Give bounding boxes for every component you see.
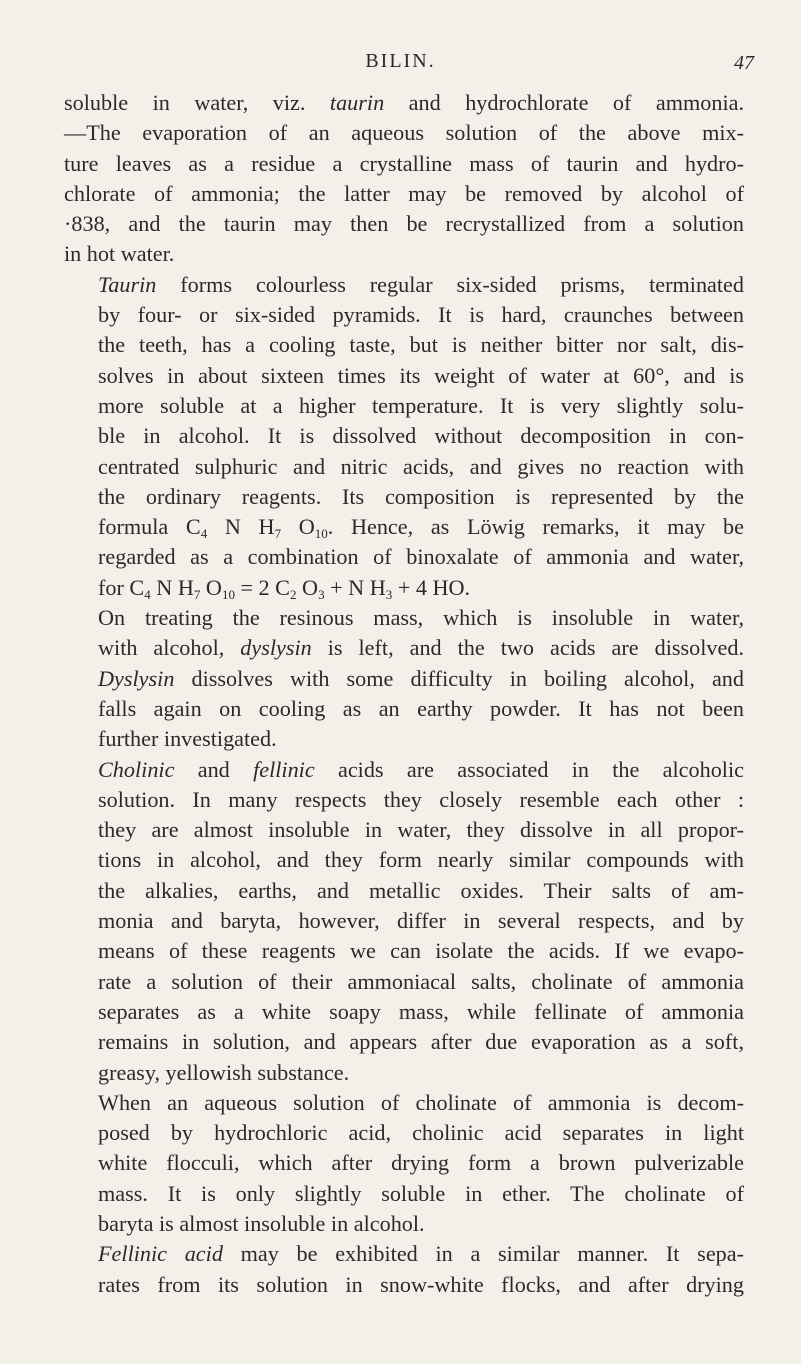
- text-line: more soluble at a higher temperature. It is very slightly solu-: [98, 392, 744, 418]
- paragraph: [64, 88, 744, 270]
- paragraph: [64, 603, 744, 754]
- paragraph: [64, 755, 744, 1088]
- text-line: baryta is almost insoluble in alcohol.: [98, 1210, 425, 1236]
- text-line: chlorate of ammonia; the latter may be removed by alcohol of: [64, 180, 744, 206]
- page-header: [0, 50, 801, 80]
- text-line: they are almost insoluble in water, they dissolve in all propor-: [98, 817, 744, 843]
- text-line: the teeth, has a cooling taste, but is neither bitter nor salt, dis-: [98, 332, 744, 358]
- text-line: When an aqueous solution of cholinate of ammonia is decom-: [98, 1089, 744, 1115]
- text-line: ble in alcohol. It is dissolved without decomposition in con-: [98, 423, 744, 449]
- text-line: formula $C_4$ N $H_7$ $O_{10}$. Hence, as Löwig remarks, it may be: [98, 514, 744, 542]
- paragraph: [64, 270, 744, 603]
- body-text: [64, 88, 744, 1300]
- text-line: Cholinic and fellinic acids are associated in the alcoholic: [98, 756, 744, 782]
- text-line: ·838, and the taurin may then be recrystallized from a solution: [64, 211, 744, 237]
- paragraph: [64, 1239, 744, 1300]
- text-line: solves in about sixteen times its weight of water at 60°, and is: [98, 362, 744, 388]
- text-line: Fellinic acid may be exhibited in a similar manner. It sepa-: [98, 1241, 744, 1267]
- text-line: monia and baryta, however, differ in several respects, and by: [98, 908, 744, 934]
- text-line: soluble in water, viz. taurin and hydrochlorate of ammonia.: [64, 90, 744, 115]
- running-title: BILIN.: [365, 50, 436, 72]
- text-line: white flocculi, which after drying form a brown pulverizable: [98, 1150, 744, 1176]
- text-line: mass. It is only slightly soluble in ether. The cholinate of: [98, 1180, 744, 1206]
- paragraph: [64, 1088, 744, 1239]
- text-line: centrated sulphuric and nitric acids, and gives no reaction with: [98, 453, 744, 479]
- text-line: for $C_4$ N $H_7$ $O_{10} = 2$ $C_2$ $O_3 + N$ $H_3 + 4$ HO.: [98, 574, 471, 602]
- text-line: On treating the resinous mass, which is insoluble in water,: [98, 605, 744, 631]
- text-line: rate a solution of their ammoniacal salts, cholinate of ammonia: [98, 968, 744, 994]
- text-line: solution. In many respects they closely resemble each other :: [98, 786, 744, 812]
- text-line: ture leaves as a residue a crystalline mass of taurin and hydro-: [64, 150, 744, 176]
- text-line: —The evaporation of an aqueous solution of the above mix-: [64, 120, 744, 146]
- text-line: means of these reagents we can isolate the acids. If we evapo-: [98, 938, 744, 964]
- text-line: with alcohol, dyslysin is left, and the two acids are dissolved.: [98, 635, 744, 661]
- text-line: rates from its solution in snow-white flocks, and after drying: [98, 1271, 744, 1297]
- text-line: the ordinary reagents. Its composition is represented by the: [98, 483, 744, 509]
- text-line: remains in solution, and appears after due evaporation as a soft,: [98, 1029, 744, 1055]
- text-line: in hot water.: [64, 241, 175, 267]
- text-line: posed by hydrochloric acid, cholinic acid separates in light: [98, 1120, 744, 1146]
- text-line: falls again on cooling as an earthy powder. It has not been: [98, 695, 744, 721]
- text-line: regarded as a combination of binoxalate of ammonia and water,: [98, 544, 744, 570]
- page-number: 47: [734, 52, 754, 74]
- text-line: Dyslysin dissolves with some difficulty in boiling alcohol, and: [98, 665, 744, 691]
- text-line: tions in alcohol, and they form nearly similar compounds with: [98, 847, 744, 873]
- text-line: by four- or six-sided pyramids. It is hard, craunches between: [98, 302, 744, 328]
- text-line: greasy, yellowish substance.: [98, 1059, 350, 1085]
- text-line: Taurin forms colourless regular six-sided prisms, terminated: [98, 271, 744, 297]
- text-line: the alkalies, earths, and metallic oxides. Their salts of am-: [98, 877, 744, 903]
- text-line: further investigated.: [98, 726, 277, 752]
- text-line: separates as a white soapy mass, while fellinate of ammonia: [98, 998, 744, 1024]
